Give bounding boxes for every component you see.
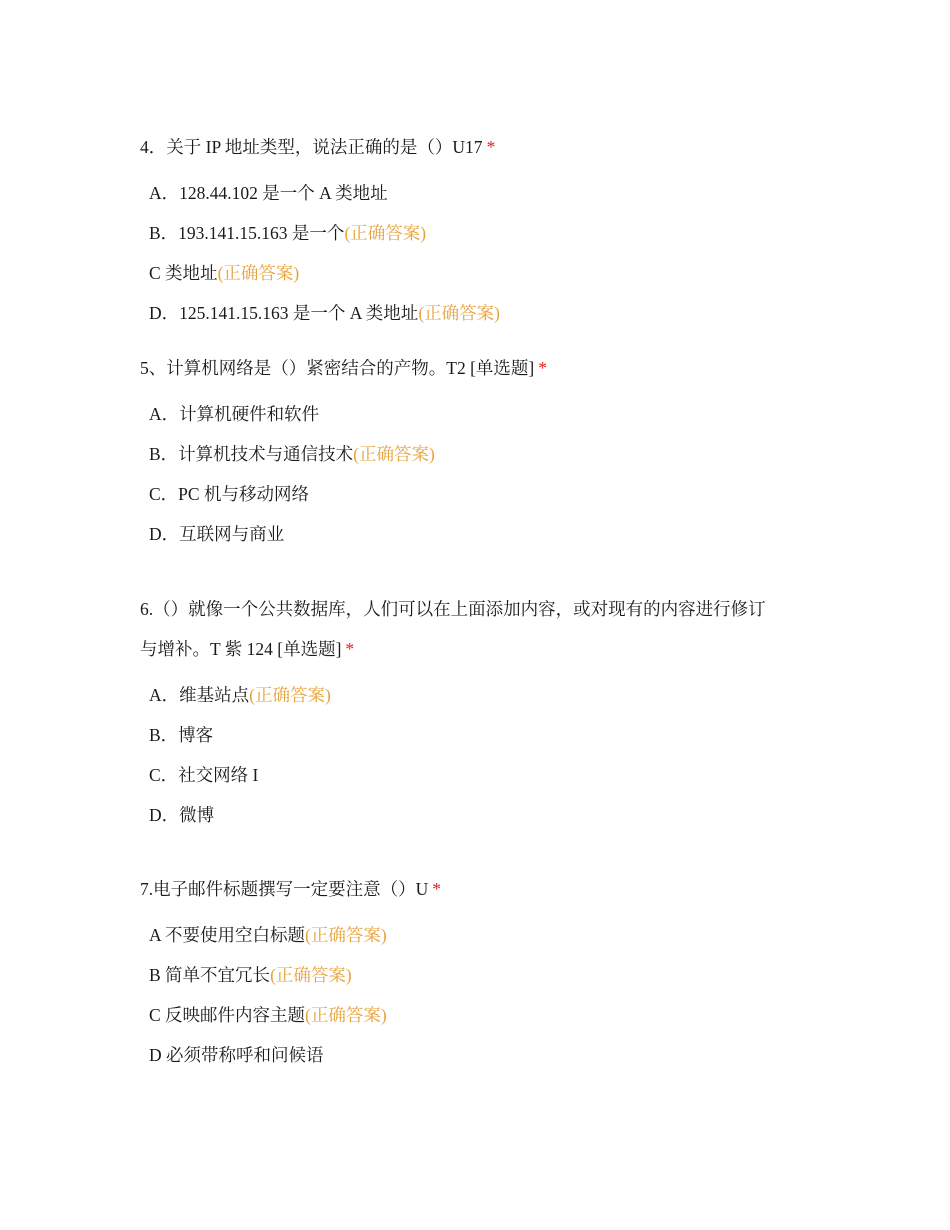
correct-answer-tag: (正确答案)	[418, 303, 500, 323]
question-title-line-2: 与增补。T 紫 124 [单选题]	[140, 639, 342, 659]
option-text: B．计算机技术与通信技术	[149, 444, 354, 464]
correct-answer-tag: (正确答案)	[353, 444, 435, 464]
question-title	[140, 127, 830, 167]
required-mark: *	[538, 358, 547, 378]
option-d[interactable]	[140, 514, 830, 554]
option-list	[140, 173, 830, 333]
option-text: C．社交网络 I	[149, 765, 259, 785]
option-a[interactable]	[140, 915, 830, 955]
correct-answer-tag: (正确答案)	[344, 223, 427, 243]
option-c[interactable]	[140, 995, 830, 1035]
option-b[interactable]	[140, 955, 830, 995]
question-7	[140, 869, 830, 1075]
option-c[interactable]	[140, 474, 830, 514]
option-a[interactable]	[140, 173, 830, 213]
required-mark: *	[486, 137, 496, 157]
option-d[interactable]	[140, 795, 830, 835]
required-mark: *	[432, 879, 442, 899]
option-text: A 不要使用空白标题	[149, 925, 306, 945]
option-b[interactable]	[140, 715, 830, 755]
option-list	[140, 394, 830, 554]
option-text: D．125.141.15.163 是一个 A 类地址	[149, 303, 419, 323]
option-list	[140, 915, 830, 1075]
question-title-text: 7.电子邮件标题撰写一定要注意（）U	[140, 879, 429, 899]
option-d[interactable]	[140, 1035, 830, 1075]
question-title	[140, 869, 830, 909]
option-list	[140, 675, 830, 835]
option-b[interactable]	[140, 213, 830, 253]
option-text: B．博客	[149, 725, 214, 745]
option-text: D．互联网与商业	[149, 524, 285, 544]
correct-answer-tag: (正确答案)	[305, 925, 387, 945]
option-text: B 简单不宜冗长	[149, 965, 271, 985]
option-text: B．193.141.15.163 是一个	[149, 223, 345, 243]
correct-answer-tag: (正确答案)	[217, 263, 300, 283]
question-title	[140, 348, 830, 388]
option-text: C 类地址	[149, 263, 218, 283]
correct-answer-tag: (正确答案)	[249, 685, 331, 705]
question-title-text: 4．关于 IP 地址类型，说法正确的是（）U17	[140, 137, 483, 157]
option-text: A．维基站点	[149, 685, 250, 705]
question-4	[140, 127, 830, 333]
option-c[interactable]	[140, 755, 830, 795]
option-b[interactable]	[140, 434, 830, 474]
option-a[interactable]	[140, 675, 830, 715]
question-title	[140, 589, 830, 669]
option-text: C．PC 机与移动网络	[149, 484, 309, 504]
required-mark: *	[345, 639, 355, 659]
option-text: A．计算机硬件和软件	[149, 404, 320, 424]
option-text: D 必须带称呼和问候语	[149, 1045, 324, 1065]
option-text: C 反映邮件内容主题	[149, 1005, 306, 1025]
option-text: D．微博	[149, 805, 215, 825]
option-text: A．128.44.102 是一个 A 类地址	[149, 183, 388, 203]
option-c[interactable]	[140, 253, 830, 293]
correct-answer-tag: (正确答案)	[305, 1005, 387, 1025]
question-6	[140, 589, 830, 835]
question-title-text: 5、计算机网络是（）紧密结合的产物。T2 [单选题]	[140, 358, 535, 378]
question-5	[140, 348, 830, 554]
option-d[interactable]	[140, 293, 830, 333]
option-a[interactable]	[140, 394, 830, 434]
correct-answer-tag: (正确答案)	[270, 965, 352, 985]
question-title-line-1: 6.（）就像一个公共数据库，人们可以在上面添加内容，或对现有的内容进行修订	[140, 599, 766, 619]
